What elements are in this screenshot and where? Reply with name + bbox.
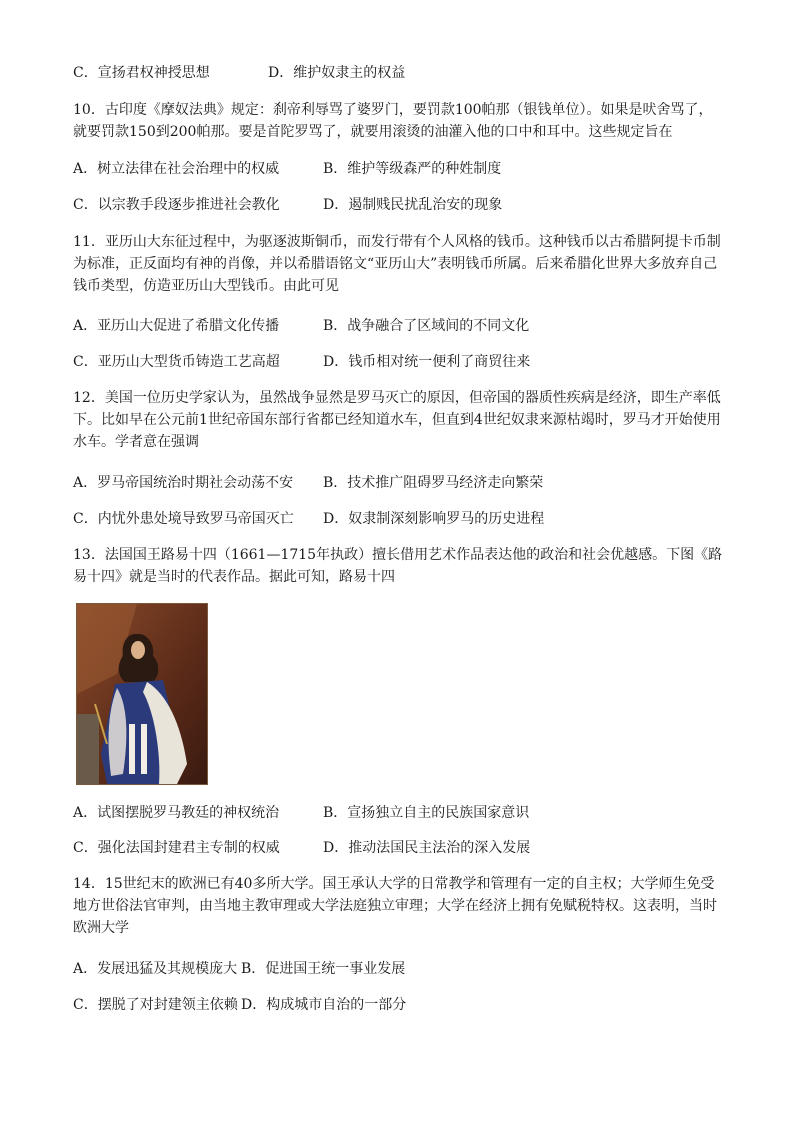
q13-option-c[interactable]: C．强化法国封建君主专制的权威 bbox=[73, 840, 280, 856]
portrait-graphic bbox=[77, 604, 207, 784]
q11-stem: 11．亚历山大东征过程中，为驱逐波斯铜币，而发行带有个人风格的钱币。这种钱币以古希腊阿提卡币制为标准，正反面均有神的肖像，并以希腊语铭文“亚历山大”表明钱币所属。后来希腊化世界大多放弃自己钱币类型，仿造亚历山大型钱币。由此可见 bbox=[73, 234, 721, 294]
q9-options bbox=[73, 62, 723, 84]
q12-option-d[interactable]: D．奴隶制深刻影响罗马的历史进程 bbox=[323, 511, 545, 527]
leg bbox=[129, 724, 135, 774]
q11-option-a[interactable]: A．亚历山大促进了希腊文化传播 bbox=[73, 318, 280, 334]
q12-options-row1 bbox=[73, 472, 723, 494]
q12-option-b[interactable]: B．技术推广阻碍罗马经济走向繁荣 bbox=[323, 475, 544, 491]
q13-option-b[interactable]: B．宣扬独立自主的民族国家意识 bbox=[323, 805, 530, 821]
face bbox=[131, 641, 145, 659]
q12-stem: 12．美国一位历史学家认为，虽然战争显然是罗马灭亡的原因，但帝国的器质性疾病是经济，即生产率低下。比如早在公元前1世纪帝国东部行省都已经知道水车，但直到4世纪奴隶来源枯竭时，罗马才开始使用水车。学者意在强调 bbox=[73, 390, 721, 450]
q14-option-b[interactable]: B．促进国王统一事业发展 bbox=[241, 961, 406, 977]
q10-options-row2 bbox=[73, 194, 723, 216]
q14-option-c[interactable]: C．摆脱了对封建领主依赖 bbox=[73, 997, 238, 1013]
q13-stem: 13．法国国王路易十四（1661—1715年执政）擅长借用艺术作品表达他的政治和社会优越感。下图《路易十四》就是当时的代表作品。据此可知，路易十四 bbox=[73, 547, 723, 585]
q14-options-row1 bbox=[73, 958, 723, 980]
q10-option-c[interactable]: C．以宗教手段逐步推进社会教化 bbox=[73, 197, 280, 213]
q11-option-b[interactable]: B．战争融合了区域间的不同文化 bbox=[323, 318, 530, 334]
q14-options-row2 bbox=[73, 994, 723, 1016]
q10-option-b[interactable]: B．维护等级森严的种姓制度 bbox=[323, 161, 502, 177]
q12-option-a[interactable]: A．罗马帝国统治时期社会动荡不安 bbox=[73, 475, 294, 491]
q13-options-row2 bbox=[73, 837, 723, 859]
q10-stem: 10．古印度《摩奴法典》规定：刹帝利辱骂了婆罗门，要罚款100帕那（银钱单位）。如果是吠舍骂了，就要罚款150到200帕那。要是首陀罗骂了，就要用滚烫的油灌入他的口中和耳中。这些规定旨在 bbox=[73, 102, 713, 140]
q11-options-row1 bbox=[73, 315, 723, 337]
leg-right bbox=[141, 724, 147, 774]
q9-option-d[interactable]: D．维护奴隶主的权益 bbox=[268, 65, 406, 81]
q14-stem: 14．15世纪末的欧洲已有40多所大学。国王承认大学的日常教学和管理有一定的自主权；大学师生免受地方世俗法官审判，由当地主教审理或大学法庭独立审理；大学在经济上拥有免赋税特权。这表明，当时欧洲大学 bbox=[73, 876, 717, 936]
q13-options-row1 bbox=[73, 802, 723, 824]
q11-option-c[interactable]: C．亚历山大型货币铸造工艺高超 bbox=[73, 354, 280, 370]
q12-option-c[interactable]: C．内忧外患处境导致罗马帝国灭亡 bbox=[73, 511, 294, 527]
q10-option-d[interactable]: D．遏制贱民扰乱治安的现象 bbox=[323, 197, 503, 213]
q11-option-d[interactable]: D．钱币相对统一便利了商贸往来 bbox=[323, 354, 531, 370]
louis-xiv-portrait bbox=[76, 603, 208, 785]
q9-option-c[interactable]: C．宣扬君权神授思想 bbox=[73, 65, 210, 81]
q11-options-row2 bbox=[73, 351, 723, 373]
q13-option-d[interactable]: D．推动法国民主法治的深入发展 bbox=[323, 840, 531, 856]
q13-option-a[interactable]: A．试图摆脱罗马教廷的神权统治 bbox=[73, 805, 280, 821]
q10-options-row1 bbox=[73, 158, 723, 180]
q14-option-a[interactable]: A．发展迅猛及其规模庞大 bbox=[73, 961, 238, 977]
q12-options-row2 bbox=[73, 508, 723, 530]
column bbox=[77, 714, 99, 784]
q14-option-d[interactable]: D．构成城市自治的一部分 bbox=[241, 997, 407, 1013]
q10-option-a[interactable]: A．树立法律在社会治理中的权威 bbox=[73, 161, 280, 177]
